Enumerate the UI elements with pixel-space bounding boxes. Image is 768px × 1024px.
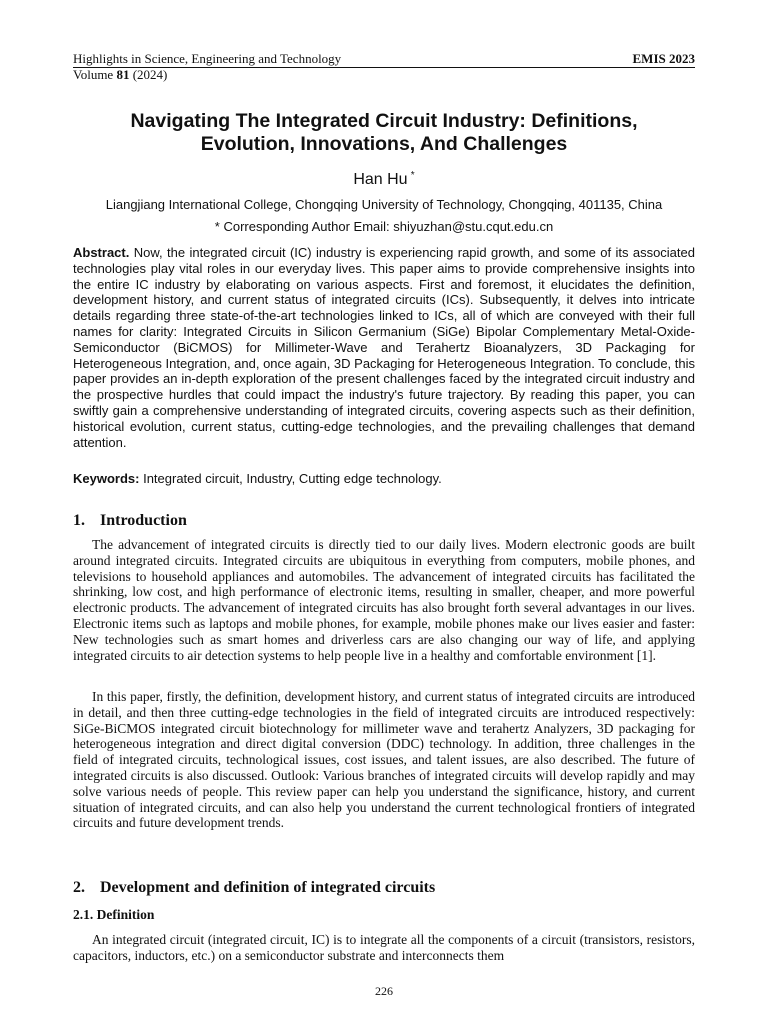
running-header [73,51,695,68]
section-2-1-paragraph: An integrated circuit (integrated circuit, IC) is to integrate all the components of a circuit (transistors, resistors, capacitors, inductors, etc.) on a semiconductor substrate and interconnects them [73,932,695,963]
affiliation: Liangjiang International College, Chongqing University of Technology, Chongqing, 401135, China [105,197,663,212]
author-line [73,170,695,189]
author-name: Han Hu [353,171,408,188]
keywords-text: Integrated circuit, Industry, Cutting edge technology. [139,471,442,486]
abstract-label: Abstract. [73,245,130,260]
volume-year: (2024) [129,67,168,82]
keywords [73,471,695,487]
journal-name: Highlights in Science, Engineering and Technology [73,51,342,66]
volume-number: 81 [116,67,130,82]
section-2-title: Development and definition of integrated circuits [100,879,436,896]
section-2-heading [73,878,695,897]
corresponding-email: * Corresponding Author Email: shiyuzhan@stu.cqut.edu.cn [214,219,554,234]
keywords-label: Keywords: [73,471,140,486]
section-1-paragraph: The advancement of integrated circuits is directly tied to our daily lives. Modern electronic goods are built around integrated circuits. Integrated circuits are ubiquitous in everything from computers, mobile phones, and televisions to household appliances and automobiles. The advancement of integrated circuits has facilitated the shrinking, low cost, and high performance of electronic items, resulting in smaller, cheaper, and more powerful electronic products. The advancement of integrated circuits has also brought forth several advantages in our lives. Electronic items such as laptops and mobile phones, for example, mobile phones make our lives easier and faster: New technologies such as smart homes and driverless cars are also changing our way of life, and applying integrated circuits to air detection systems to help people live in a healthy and comfortable environment [1]. [73,537,695,663]
corresponding-mark: * [410,170,415,181]
abstract [73,245,695,450]
section-1-heading [73,511,695,530]
section-1-title: Introduction [100,512,187,529]
section-1-number: 1. [73,512,85,529]
page-number: 226 [375,984,393,998]
paper-title [73,110,695,156]
abstract-text: Now, the integrated circuit (IC) industry is experiencing rapid growth, and some of its associated technologies play vital roles in our everyday lives. This paper aims to provide comprehensive insights into the entire IC industry by elaborating on various aspects. First and foremost, it elucidates the definition, development history, and current status of integrated circuits (ICs). Subsequently, it delves into intricate details regarding three state-of-the-art technologies linked to ICs, all of which are conveyed with their full names for clarity: Integrated Circuits in Silicon Germanium (SiGe) Bipolar Complementary Metal-Oxide-Semiconductor (BiCMOS) for Millimeter-Wave and Terahertz Bioanalyzers, 3D Packaging for Heterogeneous Integration, and, once again, 3D Packaging for Heterogeneous Integration. To conclude, this paper provides an in-depth exploration of the present challenges faced by the integrated circuit industry and the prospective hurdles that could impact the industry's future trajectory. By reading this paper, you can swiftly gain a comprehensive understanding of integrated circuits, covering aspects such as their definition, historical evolution, current status, cutting-edge technologies, and the prevailing challenges that demand attention. [73,245,696,450]
volume-prefix: Volume [73,67,117,82]
section-1-paragraph: In this paper, firstly, the definition, development history, and current status of integrated circuits are introduced in detail, and then three cutting-edge technologies in the field of integrated circuits are introduced respectively: SiGe-BiCMOS integrated circuit biotechnology for millimeter wave and terahertz Analyzers, 3D packaging for heterogeneous integration and direct digital conversion (DDC) technology. In addition, three challenges in the field of integrated circuits, technological issues, cost issues, and talent issues, are also described. The future of integrated circuits is also discussed. Outlook: Various branches of integrated circuits will develop rapidly and may solve various needs of people. This review paper can help you understand the significance, history, and current situation of integrated circuits, and can also help you understand the current technological frontiers of integrated circuits and future development trends. [73,689,695,831]
title-line-2: Evolution, Innovations, And Challenges [200,133,568,155]
subsection-2-1-heading: 2.1. Definition [73,907,155,922]
section-2-number: 2. [73,879,85,896]
title-line-1: Navigating The Integrated Circuit Industry: Definitions, [130,110,638,132]
conference-name: EMIS 2023 [632,51,695,66]
volume-line [73,67,695,82]
